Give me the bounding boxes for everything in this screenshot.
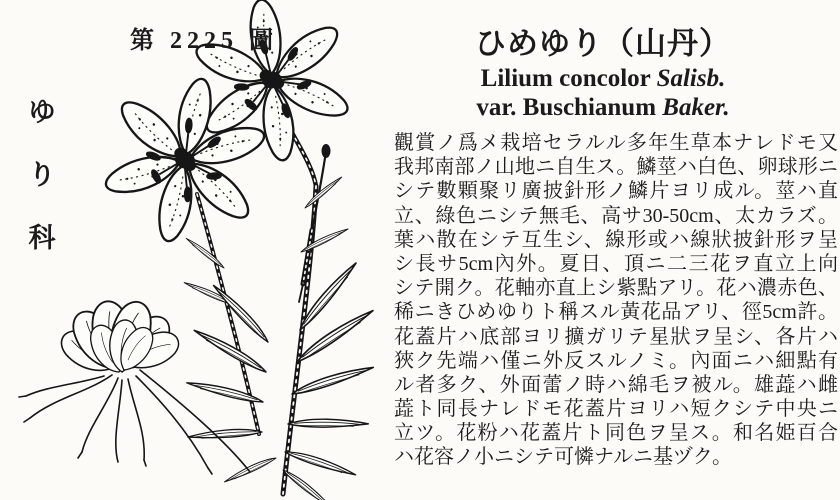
family-char: ゆ <box>28 97 56 127</box>
description-line: 狹ク先端ハ僅ニ外反スルノミ。內面ニハ細點有 <box>394 349 838 372</box>
heading-block <box>394 24 838 122</box>
family-label <box>22 90 62 255</box>
variety-line <box>394 93 812 122</box>
description-line: 葉ハ散在シテ互生シ、線形或ハ線狀披針形ヲ呈 <box>394 228 838 251</box>
description-line: ル者多ク、外面蕾ノ時ハ綿毛ヲ被ル。雄蕋ハ雌 <box>394 373 838 396</box>
figure-number: 第 2225 圖 <box>130 28 278 54</box>
description-line: 立、綠色ニシテ無毛、高サ30-50cm、太カラズ。 <box>394 204 838 227</box>
description-line: 觀賞ノ爲メ栽培セラルル多年生草本ナレドモ又 <box>394 132 838 154</box>
description-line: 稀ニきひめゆりト稱スル黃花品アリ、徑5cm許。 <box>394 301 838 324</box>
description-line: 蕋ト同長ナレドモ花蓋片ヨリハ短クシテ中央ニ <box>394 398 838 421</box>
species-title: ひめゆり（山丹） <box>475 26 731 61</box>
description-line: シテ開ク。花軸亦直上シ紫點アリ。花ハ濃赤色、 <box>394 277 838 300</box>
variety-author: Baker. <box>662 94 730 121</box>
latin-name-line <box>394 64 812 93</box>
description-line: シテ數顆聚リ廣披針形ノ鱗片ヨリ成ル。莖ハ直 <box>394 180 838 203</box>
variety-name: var. Buschianum <box>476 94 657 121</box>
family-char: り <box>28 160 56 190</box>
description-line: 花蓋片ハ底部ヨリ擴ガリテ星狀ヲ呈シ、各片ハ <box>394 325 838 348</box>
text-column <box>394 24 838 470</box>
latin-author: Salisb. <box>656 65 726 92</box>
family-char: 科 <box>28 223 56 253</box>
latin-name: Lilium concolor <box>480 65 651 92</box>
description-line: 我邦南部ノ山地ニ自生ス。鱗莖ハ白色、卵球形ニ <box>394 156 838 179</box>
description-block <box>394 131 838 470</box>
description-line: ハ花容ノ小ニシテ可憐ナルニ基ヅク。 <box>394 446 732 469</box>
description-line: シ長サ5cm內外。夏日、頂ニ二三花ヲ直立上向 <box>394 252 838 275</box>
description-line: 立ツ。花粉ハ花蓋片ト同色ヲ呈ス。和名姫百合 <box>394 422 838 445</box>
bulb <box>55 298 184 381</box>
